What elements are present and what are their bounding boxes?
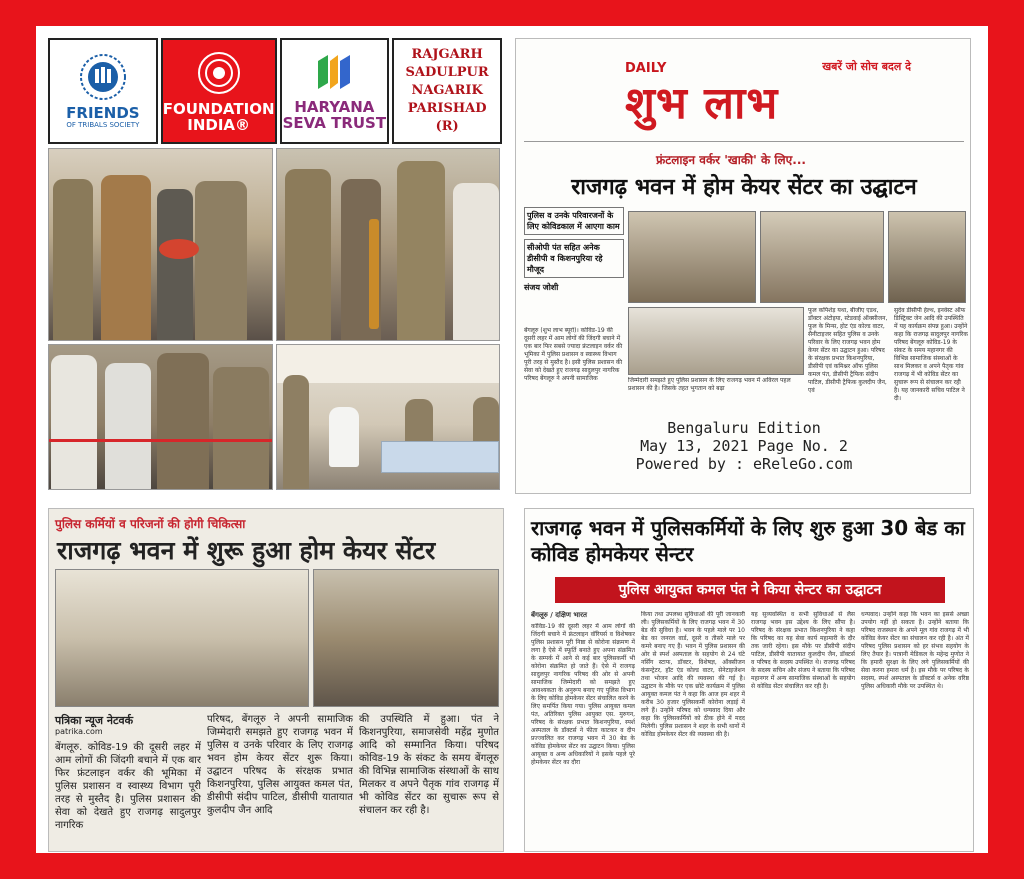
- haryana-line1: HARYANA: [294, 98, 375, 116]
- masthead-tagline: खबरें जो सोच बदल दे: [822, 60, 911, 73]
- headline: राजगढ़ भवन में होम केयर सेंटर का उद्घाटन: [571, 175, 917, 200]
- bullet-1: पुलिस व उनके परिवारजनों के लिए कोविडकाल में आएगा काम: [524, 207, 624, 235]
- edition-date-page: May 13, 2021 Page No. 2: [640, 437, 848, 455]
- subhead: पुलिस आयुक्त कमल पंत ने किया सेन्टर का उद्घाटन: [555, 577, 945, 603]
- shubh-labh-clipping: [515, 38, 971, 494]
- site: patrika.com: [55, 727, 103, 736]
- body-col-c: फूल कपिशेड़ यथा, बीजीए एडथ, डॉक्टर अंटोइया, स्टेडवाई ऑक्सीजन, फूल के मिन्स, होट एंड कोल्ड वाटर, सैनीटाइजर सहित पुलिस व उनके परिवार के लिए राजगढ़ भवन होम केयर सेंटर का उद्घाटन हुआ। परिषद के संरक्षक प्रभात किशनपुरिया, डीसीपी एवं कमिश्नर ऑफ पुलिस कमल पंत, डीसीपी ट्रैफिक संदीप पाटिल, डीसीपी ट्रैफिक कुलदीप जैन, एवं: [808, 307, 888, 394]
- body-col-a: बेंगलूरु (शुभ लाभ ब्यूरो)। कोविड-19 की दूसरी लहर में आम लोगों की जिंदगी बचाने में एक बार फिर सबसे ज्यादा फ्रंटलाइन वर्कर की भूमिका में पुलिस प्रशासन व स्वास्थ्य विभाग पूरी तरह से मुस्तैद है। इसी पुलिस प्रशासन की सेवा को देखते हुए राजगढ़ सादुलपुर नागरिक परिषद बेंगलूरु ने अपनी सामाजिक: [524, 327, 623, 382]
- patrika-clipping: [48, 508, 504, 852]
- foundation-line1: FOUNDATION: [162, 100, 275, 118]
- photo-lamp-lighting: [276, 148, 500, 341]
- haryana-seva-trust-logo: [280, 38, 390, 144]
- tribal-emblem-icon: [79, 53, 127, 101]
- patrika-photo-2: [313, 569, 499, 707]
- photo-ribbon-cutting: [48, 148, 273, 341]
- photo-ribbon-crowd: [48, 344, 273, 490]
- photo-beds-room: [276, 344, 500, 490]
- patrika-col-2: परिषद, बेंगलूरु ने अपनी सामाजिक जिम्मेदारी समझते हुए राजगढ़ भवन में पुलिस व उनके परिवार के लिए राजगढ़ भवन होम केयर सेंटर शुरू किया। उद्घाटन परिषद के संरक्षक प्रभात किशनपुरिया, पुलिस आयुक्त कमल पंत, डीसीपी संदीप पाटिल, डीसीपी यातायात कुलदीप जैन आदि: [207, 714, 353, 816]
- friends-sub: OF TRIBALS SOCIETY: [66, 121, 140, 129]
- kicker: पुलिस कर्मियों व परिजनों की होगी चिकित्सा: [55, 517, 246, 531]
- rajgarh-line2: SADULPUR: [405, 65, 489, 80]
- masthead-name: शुभ लाभ: [625, 78, 779, 129]
- edition-powered: Powered by : eReleGo.com: [635, 455, 853, 473]
- rajgarh-line1: RAJGARH: [411, 47, 483, 62]
- kicker: फ्रंटलाइन वर्कर 'खाकी' के लिए...: [656, 153, 806, 167]
- dbharat-col-3: यह सुव्यवस्थित व सभी सुविधाओं से लैस राजगढ़ भवन इस उद्देश्य के लिए सौंपा है। परिषद के संरक्षक प्रभात किशनपुरिया ने कहा कि परिषद का यह सेवा कार्य महामारी के दौर तक जारी रहेगा। इस मौके पर डीसीपी संदीप पाटिल, डीसीपी यातायात कुलदीप जैन, डॉक्टर्स व परिषद के सदस्य उपस्थित थे। राजगढ़ परिषद के सदस्य सचिन और संजय ने बताया कि परिषद महानगर में अन्य सामाजिक संस्थाओं के सहयोग से कोविड सेंटर संचालित कर रही है।: [751, 611, 855, 690]
- dbharat-col-4: धन्यवाद। उन्होंने कहा कि भवन का इससे अच्छा उपयोग नहीं हो सकता है। उन्होंने बताया कि परिषद राजस्थान के अपने मूल गांव राजगढ़ में भी कोविड केयर सेंटर का संचालन कर रही है। अंत में परिषद पुलिस प्रशासन को हर संभव सहयोग के लिए तैयार है। पात्रानी मेडिकल के महेन्द्र मुणोत ने कि हमारी सुरक्षा के लिए लगे पुलिसकर्मियों की सेवा करना हमारा धर्म है। इस मौके पर परिषद के सदस्य, स्पर्श अस्पताल के डॉक्टर्स व अनेक वरिष्ठ पुलिस अधिकारी मौके पर उपस्थित थे।: [861, 611, 969, 690]
- hst-emblem-icon: [312, 51, 356, 95]
- bullet-2: सीओपी पंत सहित अनेक डीसीपी व किशनपुरिया रहे मौजूद: [524, 239, 624, 278]
- friends-of-tribals-logo: [48, 38, 158, 144]
- edition-info: [516, 419, 971, 473]
- bullet-box: [524, 207, 624, 293]
- edition-name: Bengaluru Edition: [667, 419, 821, 437]
- clip1-photo-2: [760, 211, 884, 303]
- rajgarh-line3: NAGARIK: [411, 83, 483, 98]
- foundation-line2: INDIA®: [187, 116, 251, 134]
- patrika-photo-1: [55, 569, 309, 707]
- clip1-photo-3: [888, 211, 966, 303]
- foundation-india-logo: [161, 38, 277, 144]
- byline: बेंगलूरु / दक्षिण भारत: [531, 611, 587, 619]
- masthead-daily: DAILY: [625, 61, 667, 76]
- mandala-icon: [195, 49, 243, 97]
- body-col-b: जिम्मेदारी समझते हुए पुलिस प्रशासन के लिए राजगढ़ भवन में अविरल पहल प्रशासन की है। जिसके तहत भुगतान को बढ़ा: [628, 377, 791, 392]
- byline: पत्रिका न्यूज नेटवर्क: [55, 714, 134, 727]
- headline: राजगढ़ भवन में शुरू हुआ होम केयर सेंटर: [57, 536, 436, 565]
- haryana-line2: SEVA TRUST: [282, 114, 387, 132]
- masthead: [611, 55, 911, 129]
- dbharat-col-1: कोविड-19 की दूसरी लहर में आम लोगों की जिंदगी बचाने में फ्रंटलाइन वॉरियर्स व विशेषकर पुलिस प्रशासन पूरी निष्ठा से कोरोना संक्रमण में लगा है ऐसे में स्फूर्ति बनाते हुए अपना संक्रमित के सम्पर्क में आने से कई बार पुलिसकर्मी भी कोरोना संक्रमित हो जाते हैं। ऐसे में राजगढ़ सादुलपुर नागरिक परिषद की ओर से अपनी सामाजिक जिम्मेदारी को समझते हुए आवश्यकता के अनुरूप बनाए गए पुलिस विभाग के लिए कोविड होमकेयर सेंटर संचालित करने के लिए समर्पित किया गया। पुलिस आयुक्त कमल पंत, अतिरिक्त पुलिस आयुक्त एस. मुरुगन, परिषद के संरक्षक प्रभात किशनपुरिया, स्पर्श अस्पताल के डॉक्टर्स ने फीता काटकर व दीप प्रज्ज्वलित कर राजगढ़ भवन में 30 बेड के कोविड होमकेयर सेंटर का उद्घाटन किया। पुलिस आयुक्त व अन्य अधिकारियों ने इसके पहले पूरे होमकेयर सेंटर का दौरा: [531, 623, 635, 766]
- patrika-col-3: की उपस्थिति में हुआ। पंत ने किशनपुरिया, समाजसेवी महेंद्र मुणोत आदि को सम्मानित किया। परिषद कोविड-19 के संकट के समय बेंगलूरु की विभिन्न सामाजिक संस्थाओं के साथ मिलकर व अपने पैतृक गांव राजगढ़ में भी कोविड सेंटर का सुचारू रूप से संचालन कर रही है।: [359, 714, 499, 816]
- body-col-d: सुदेव डीसीपी हेल्थ, इनवेस्ट ऑफ डिस्ट्रिक्ट जेन आदि की उपस्थिति में यह कार्यक्रम संपन्न हुआ। उन्होंने कहा कि राजगढ़ सादुलपुर नागरिक परिषद बेंगलूरु कोविड-19 के संकट के समय महानगर की विभिन्न सामाजिक संस्थाओं के साथ मिलकर व अपने पैतृक गांव राजगढ़ में भी कोविड सेंटर का सुचारू रूप से संचालन कर रही है। यह जानकारी सचिव पाटिल ने दी।: [894, 307, 968, 402]
- patrika-col-1: बेंगलूरु. कोविड-19 की दूसरी लहर में आम लोगों की जिंदगी बचाने में एक बार फिर फ्रंटलाइन वर्कर की भूमिका में पुलिस प्रशासन व स्वास्थ्य विभाग पूरी तरह से मुस्तैद है। पुलिस प्रशासन की सेवा को देखते हुए राजगढ़ सादुलपुर नागरिक: [55, 742, 201, 831]
- logo-strip: [48, 38, 502, 144]
- dakshin-bharat-clipping: [524, 508, 974, 852]
- friends-name: FRIENDS: [66, 104, 140, 122]
- clip1-photo-1: [628, 211, 756, 303]
- rajgarh-line4: PARISHAD (R): [407, 101, 487, 134]
- byline: संजय जोशी: [524, 283, 559, 292]
- rajgarh-parishad-logo: [392, 38, 502, 144]
- dbharat-col-2: किया तथा उपलब्ध सुविधाओं की पूरी जानकारी ली। पुलिसकर्मियों के लिए राजगढ़ भवन में 30 बेड की सुविधा है। भवन के पहले माले पर 10 बेड का जनरल वार्ड, दूसरे व तीसरे माले पर कमरे बनाए गए हैं। भवन में पुलिस प्रशासन की ओर से स्पर्श अस्पताल के सहयोग से 24 घंटे नर्सिंग स्टाफ, डॉक्टर, विशेषज्ञ, ऑक्सीजन कंसन्ट्रेटर, हॉट एंड कोल्ड वाटर, सेनेटाइजेशन तथा भोजन आदि की व्यवस्था की गई है। उद्घाटन के मौके पर एक छोटे कार्यक्रम में पुलिस आयुक्त कमल पंत ने कहा कि आज हम शहर में करीब 30 हजार पुलिसकर्मी कोरोना लड़ाई में लगे हैं। उन्होंने परिषद को धन्यवाद दिया और कहा कि पुलिसकर्मियों को ठीक होने में मदद मिलेगी। पुलिस प्रशासन ने शहर के सभी थानों में कोविड होमकेयर सेंटर की व्यवस्था की है।: [641, 611, 745, 738]
- clip1-photo-4: [628, 307, 804, 375]
- headline: राजगढ़ भवन में पुलिसकर्मियों के लिए शुरु हुआ 30 बेड का कोविड होमकेयर सेन्टर: [531, 516, 965, 566]
